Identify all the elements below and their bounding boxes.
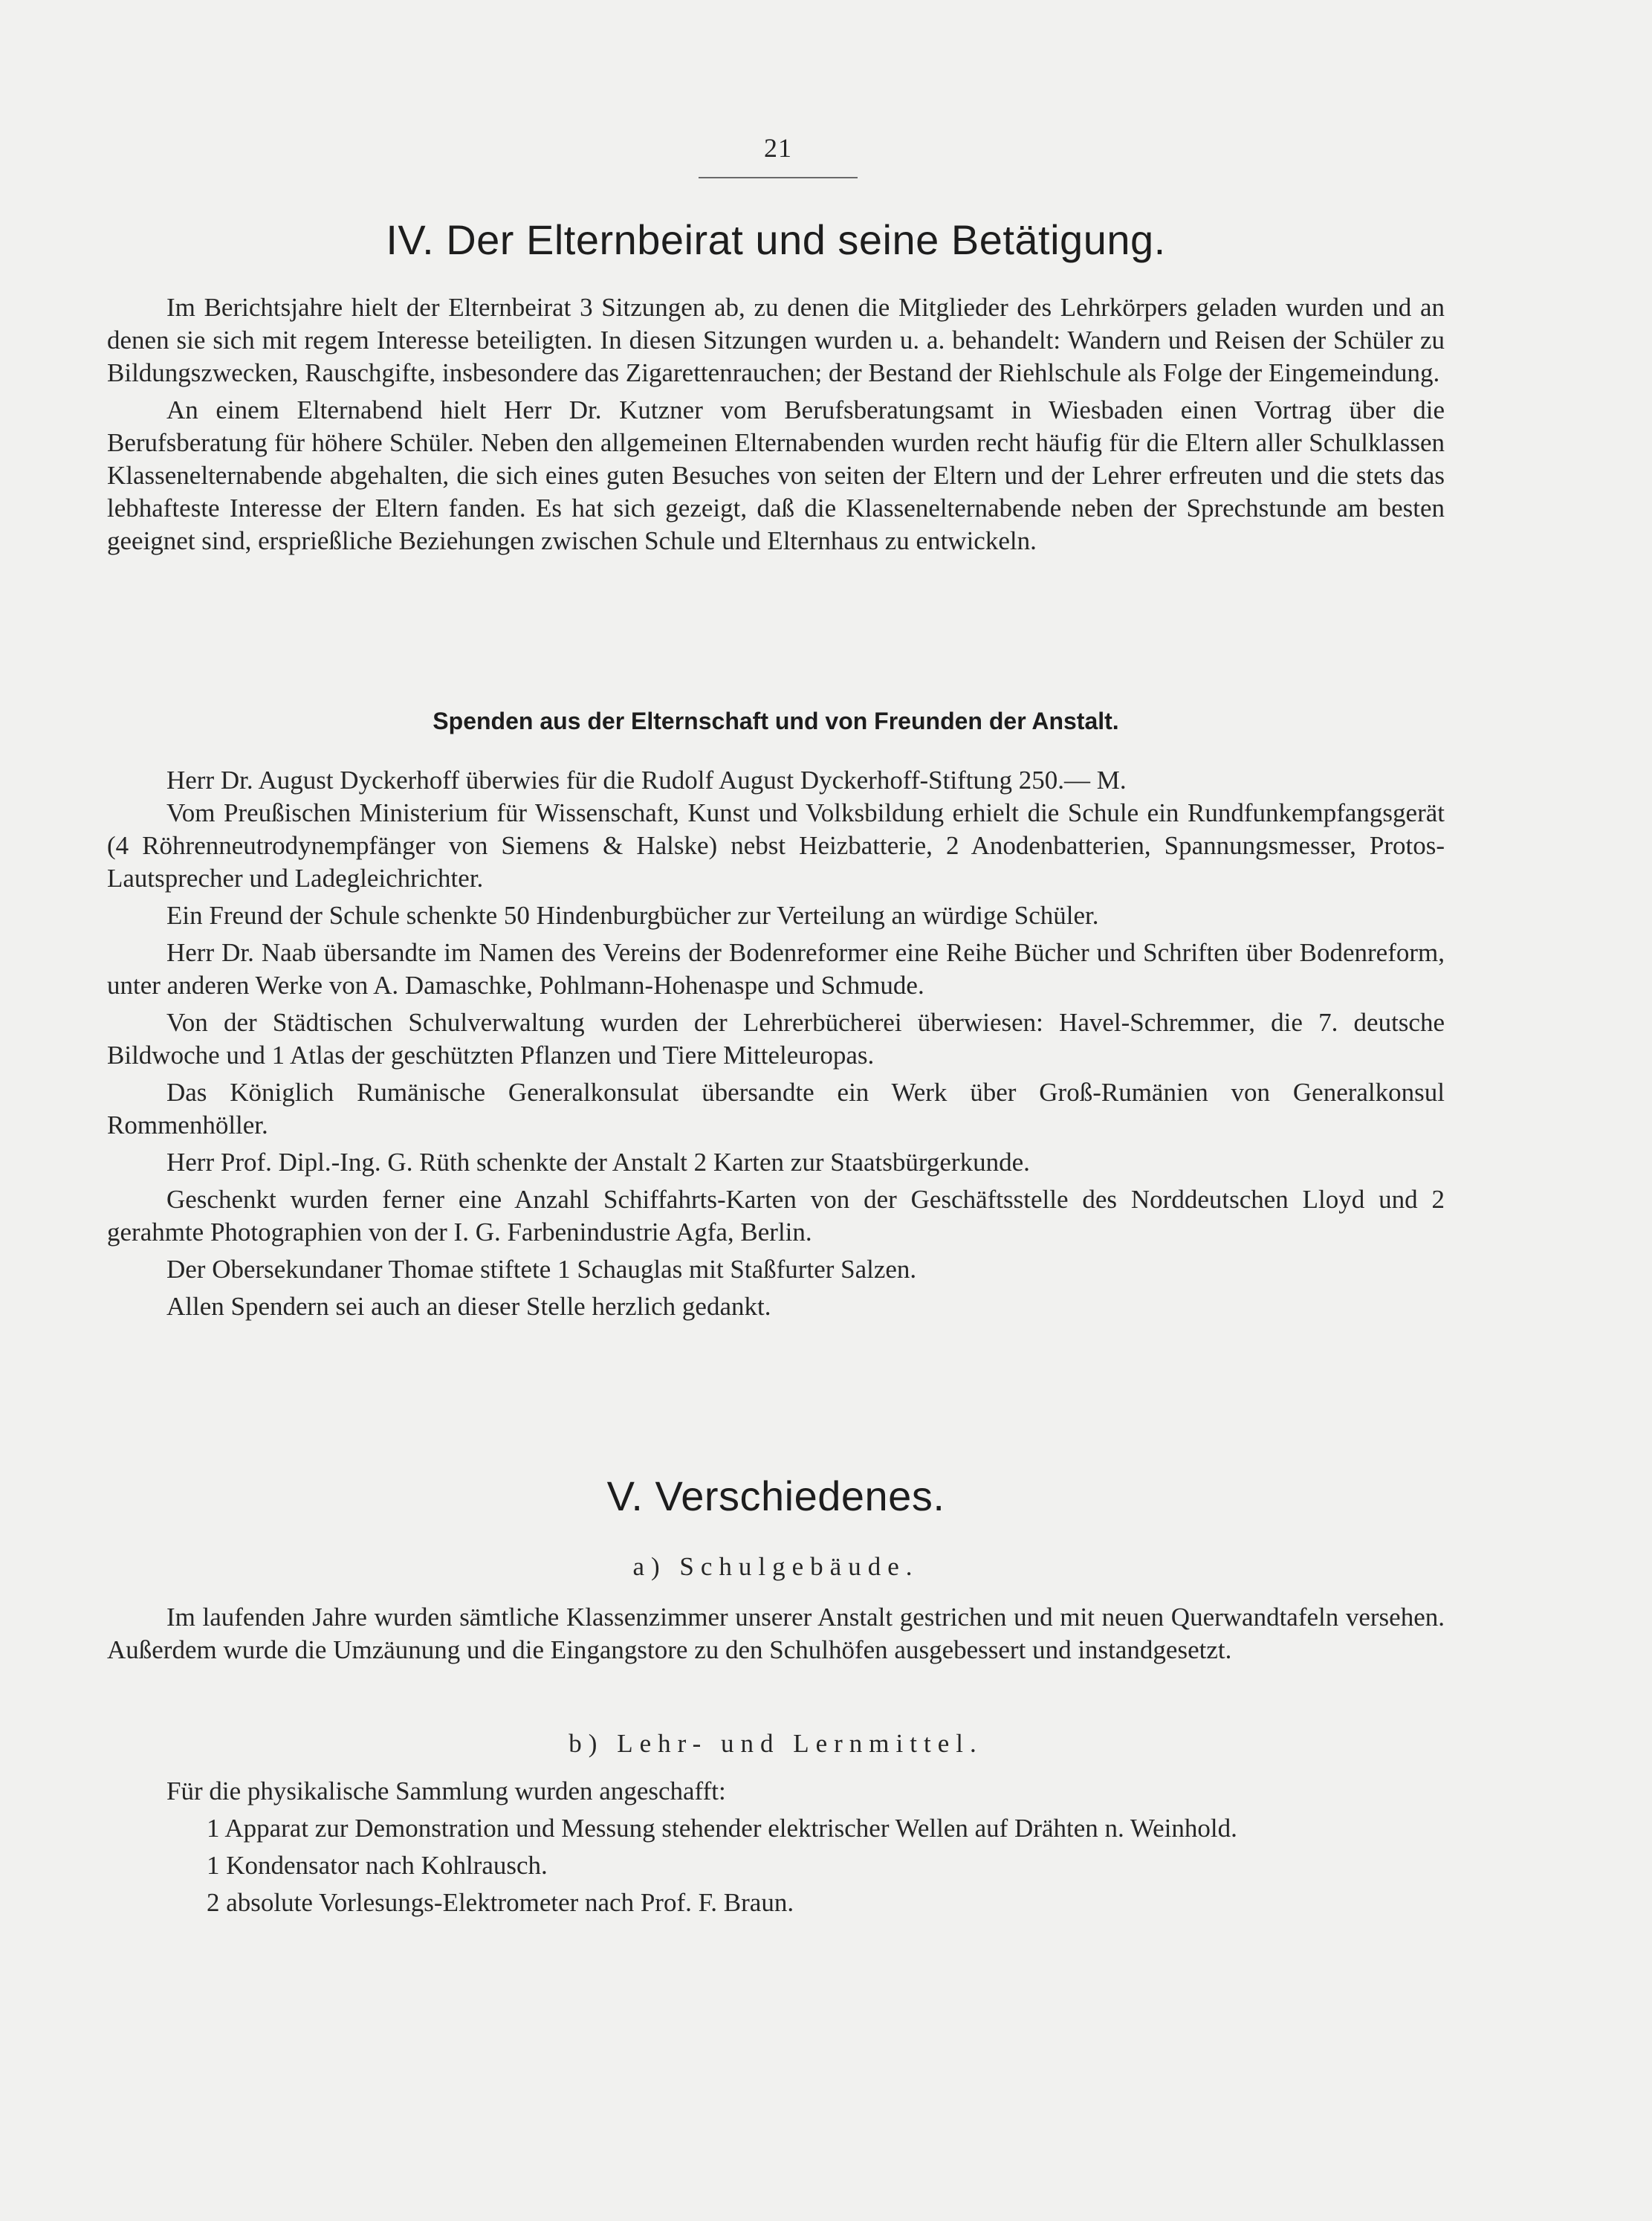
paragraph: Allen Spendern sei auch an dieser Stelle herzlich gedankt. bbox=[166, 1292, 771, 1321]
page-number-rule bbox=[699, 177, 858, 178]
page-number: 21 bbox=[764, 133, 792, 163]
section-v-title: V. Verschiedenes. bbox=[606, 1472, 945, 1519]
donations-body bbox=[107, 764, 1445, 1323]
list-item: 1 Kondensator nach Kohlrausch. bbox=[207, 1851, 548, 1880]
subsection-b-body bbox=[107, 1775, 1445, 1919]
paragraph: Herr Dr. August Dyckerhoff überwies für die Rudolf August Dyckerhoff-Stiftung 250.— M. bbox=[166, 766, 1127, 795]
paragraph: Herr Prof. Dipl.-Ing. G. Rüth schenkte der Anstalt 2 Karten zur Staatsbürgerkunde. bbox=[166, 1148, 1030, 1177]
paragraph: Für die physikalische Sammlung wurden angeschafft: bbox=[166, 1777, 726, 1805]
paragraph: Ein Freund der Schule schenkte 50 Hindenburgbücher zur Verteilung an würdige Schüler. bbox=[166, 901, 1099, 930]
section-iv-body bbox=[107, 291, 1445, 557]
subsection-a-body bbox=[107, 1601, 1445, 1666]
list-item: 1 Apparat zur Demonstration und Messung stehender elektrischer Wellen auf Drähten n. Weinhold. bbox=[207, 1814, 1237, 1843]
paragraph: An einem Elternabend hielt Herr Dr. Kutzner vom Berufsberatungsamt in Wiesbaden einen Vortrag über die Berufsberatung für höhere Schüler. Neben den allgemeinen Elternabenden wurden recht häufig für die Eltern aller Schulklassen Klassenelternabende abgehalten, die sich eines guten Besuches von seiten der Eltern und der Lehrer erfreuten und die stets das lebhafteste Interesse der Eltern fanden. Es hat sich gezeigt, daß die Klassenelternabende neben der Sprechstunde am besten geeignet sind, ersprießliche Beziehungen zwischen Schule und Elternhaus zu entwickeln. bbox=[107, 395, 1445, 555]
section-iv-title: IV. Der Elternbeirat und seine Betätigung. bbox=[386, 216, 1166, 263]
paragraph: Geschenkt wurden ferner eine Anzahl Schiffahrts-Karten von der Geschäftsstelle des Norddeutschen Lloyd und 2 gerahmte Photographien von der I. G. Farbenindustrie Agfa, Berlin. bbox=[107, 1185, 1445, 1247]
paragraph: Im Berichtsjahre hielt der Elternbeirat 3 Sitzungen ab, zu denen die Mitglieder des Lehrkörpers geladen wurden und an denen sie sich mit regem Interesse beteiligten. In diesen Sitzungen wurden u. a. behandelt: Wandern und Reisen der Schüler zu Bildungszwecken, Rauschgifte, insbesondere das Zigarettenrauchen; der Bestand der Riehlschule als Folge der Eingemeindung. bbox=[107, 293, 1445, 387]
subsection-b-heading: b) Lehr- und Lernmittel. bbox=[569, 1729, 983, 1758]
paragraph: Das Königlich Rumänische Generalkonsulat übersandte ein Werk über Groß-Rumänien von Generalkonsul Rommenhöller. bbox=[107, 1078, 1445, 1139]
paragraph: Der Obersekundaner Thomae stiftete 1 Schauglas mit Staßfurter Salzen. bbox=[166, 1255, 917, 1284]
paragraph: Von der Städtischen Schulverwaltung wurden der Lehrerbücherei überwiesen: Havel-Schremmer, die 7. deutsche Bildwoche und 1 Atlas der geschützten Pflanzen und Tiere Mitteleuropas. bbox=[107, 1008, 1445, 1070]
paragraph: Vom Preußischen Ministerium für Wissenschaft, Kunst und Volksbildung erhielt die Schule ein Rundfunkempfangsgerät (4 Röhrenneutrodynempfänger von Siemens & Halske) nebst Heizbatterie, 2 Anodenbatterien, Spannungsmesser, Protos-Lautsprecher und Ladegleichrichter. bbox=[107, 798, 1445, 893]
paragraph: Herr Dr. Naab übersandte im Namen des Vereins der Bodenreformer eine Reihe Bücher und Schriften über Bodenreform, unter anderen Werke von A. Damaschke, Pohlmann-Hohenaspe und Schmude. bbox=[107, 938, 1445, 1000]
list-item: 2 absolute Vorlesungs-Elektrometer nach Prof. F. Braun. bbox=[207, 1888, 794, 1917]
paragraph: Im laufenden Jahre wurden sämtliche Klassenzimmer unserer Anstalt gestrichen und mit neuen Querwandtafeln versehen. Außerdem wurde die Umzäunung und die Eingangstore zu den Schulhöfen ausgebessert und instandgesetzt. bbox=[107, 1603, 1445, 1664]
subsection-a-heading: a) Schulgebäude. bbox=[632, 1552, 919, 1581]
donations-heading: Spenden aus der Elternschaft und von Freunden der Anstalt. bbox=[433, 708, 1119, 734]
